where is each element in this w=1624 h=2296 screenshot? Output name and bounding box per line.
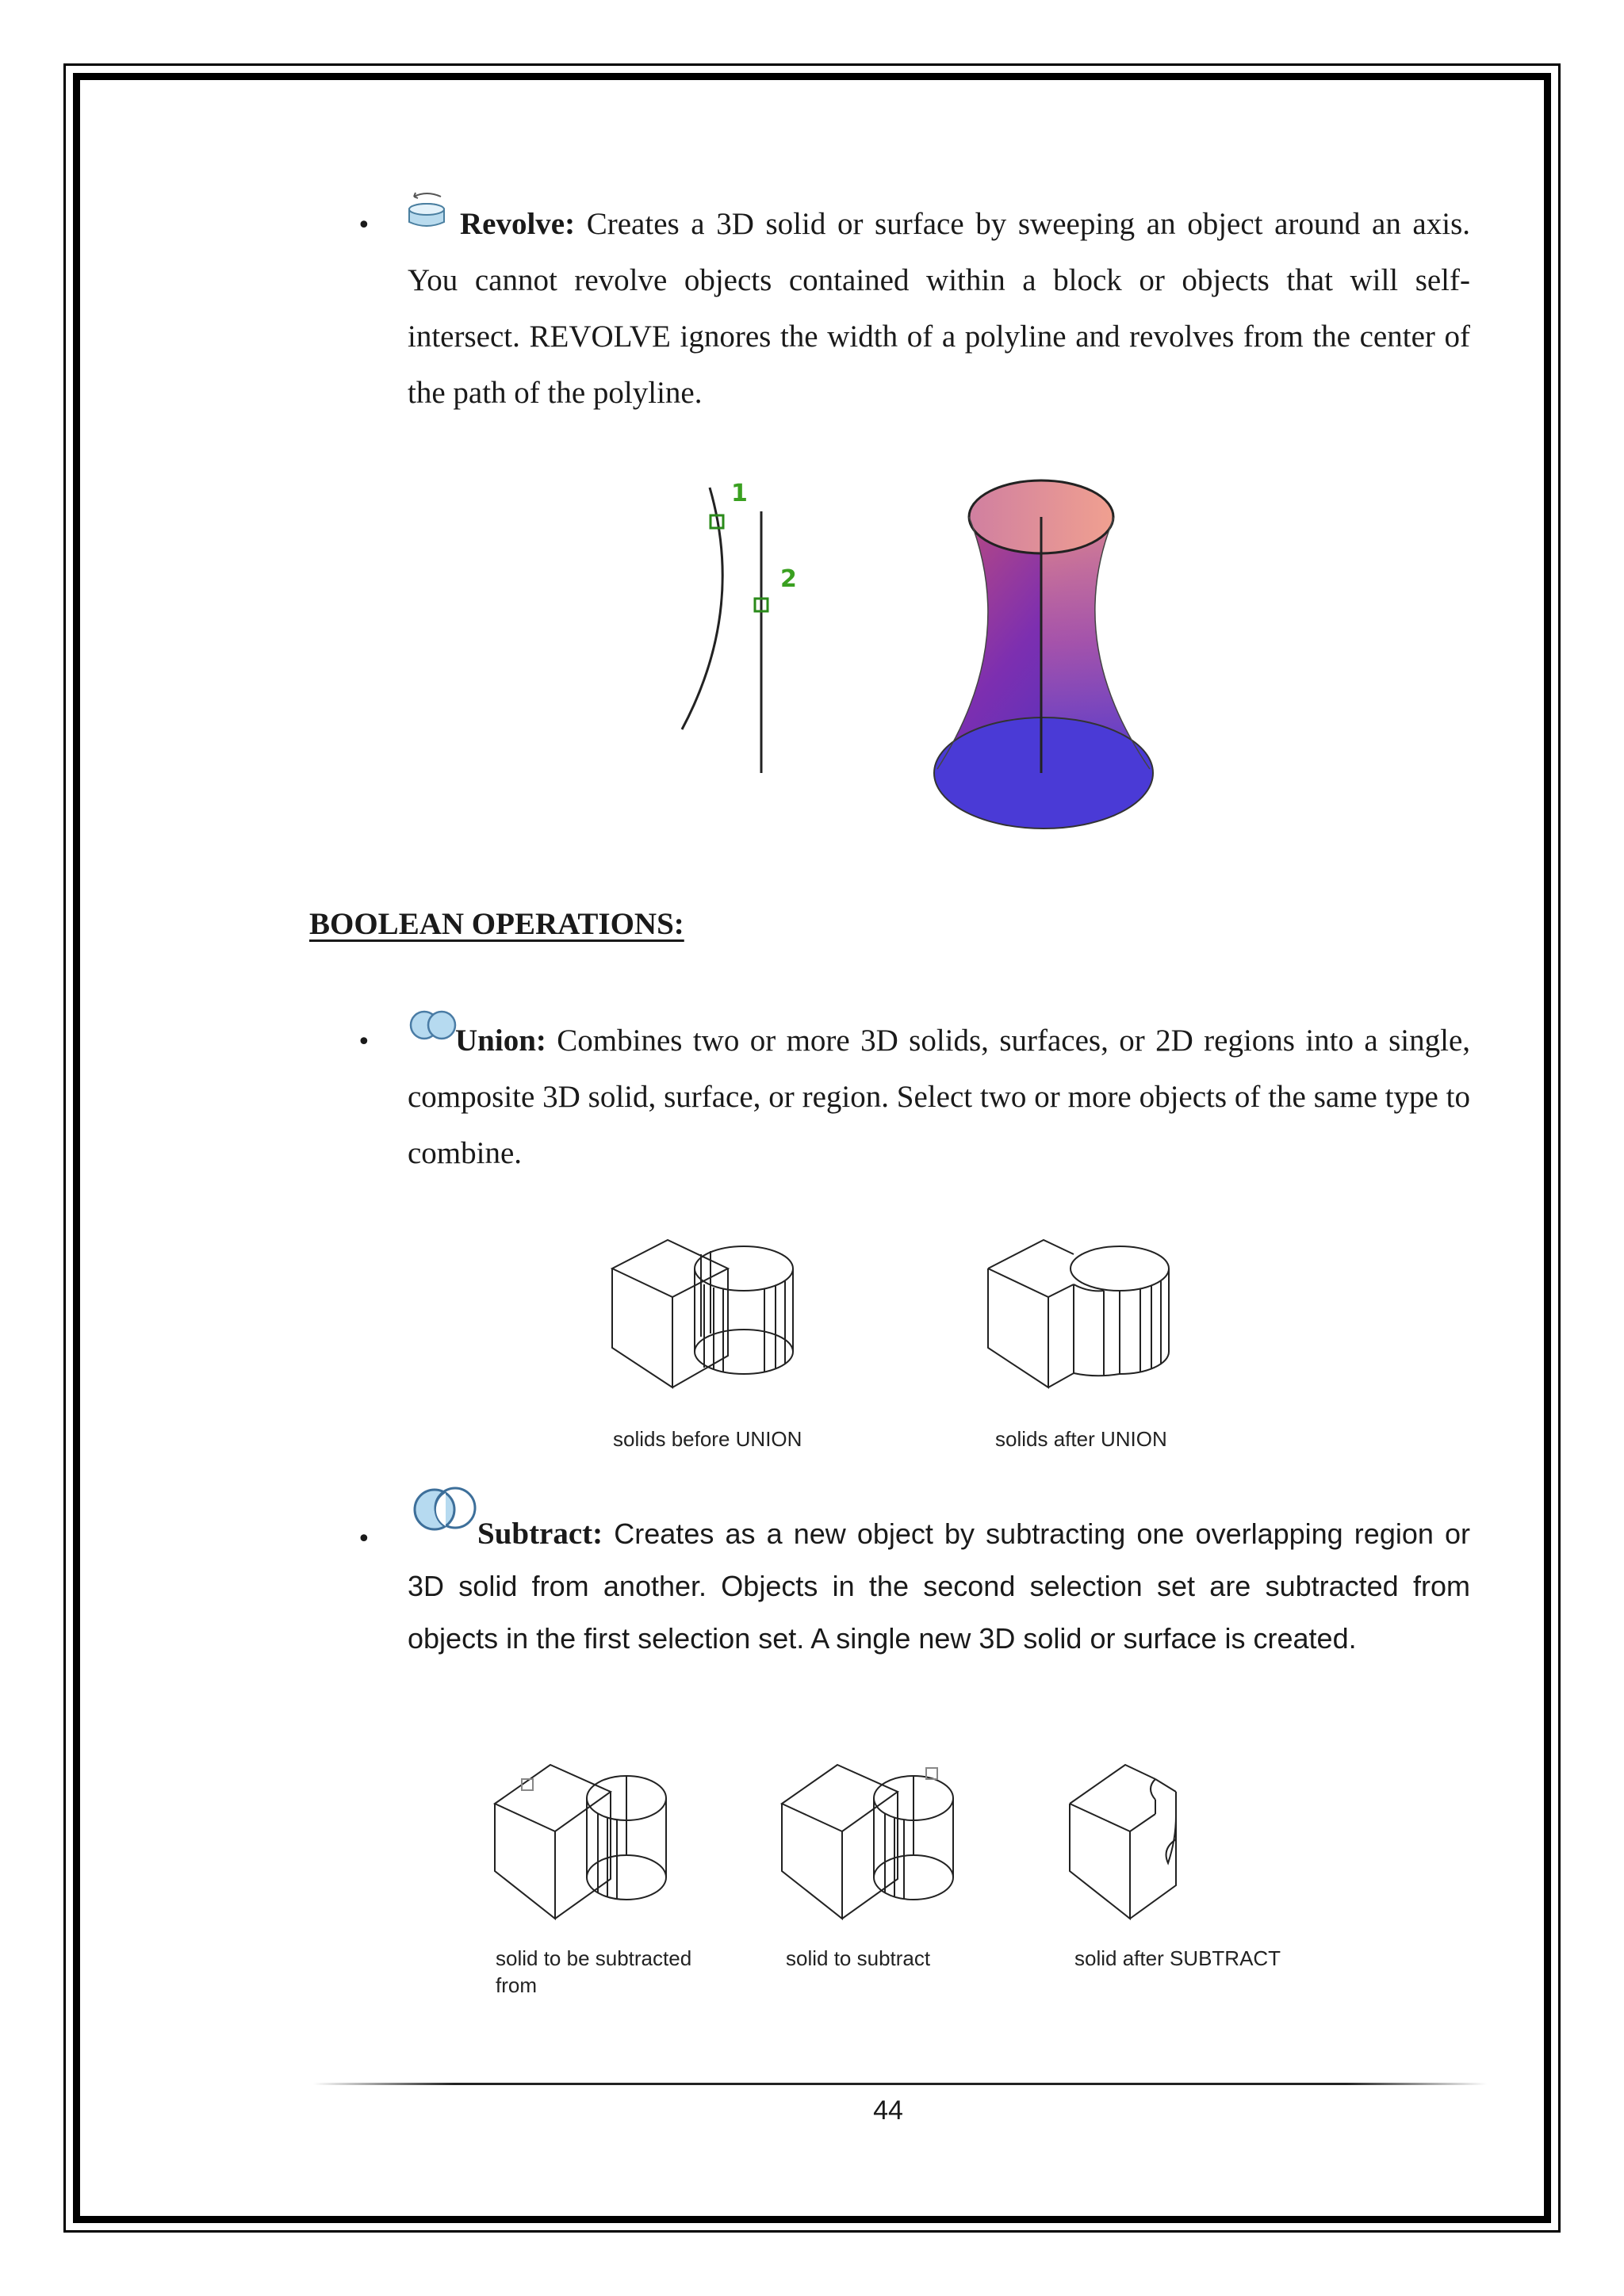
subtract-term: Subtract: <box>477 1517 603 1551</box>
revolve-term: Revolve: <box>460 207 576 241</box>
bullet: • <box>357 1525 371 1553</box>
subtract-text: Creates as a new object by subtracting one overlapping region or 3D solid from another. Objects in the second selection set are subtracted from objects in the first selection set. A single new 3D solid or surface is created. <box>408 1517 1470 1655</box>
revolve-text: Creates a 3D solid or surface by sweeping an object around an axis. You cannot revolve objects contained within a block or objects that will self-intersect. REVOLVE ignores the width of a polyline and revolves from the center of the path of the polyline. <box>408 207 1471 410</box>
union-figure-after <box>985 1237 1175 1395</box>
caption-text: solid to be subtracted from <box>496 1946 692 1997</box>
revolve-figure <box>658 468 1174 848</box>
caption-solid-to-subtract: solid to subtract <box>786 1946 931 1970</box>
union-figure-before <box>609 1237 799 1395</box>
subtract-figure-3 <box>1067 1760 1193 1919</box>
subtract-figure-1 <box>492 1760 682 1919</box>
caption-solid-to-be-subtracted-from <box>496 1945 718 1999</box>
boolean-operations-heading: BOOLEAN OPERATIONS: <box>309 907 684 941</box>
caption-solids-after-union: solids after UNION <box>995 1427 1167 1451</box>
caption-solids-before-union: solids before UNION <box>613 1427 802 1451</box>
footer-divider <box>313 2083 1487 2085</box>
page-number: 44 <box>873 2095 903 2126</box>
subtract-figure-2 <box>779 1760 969 1919</box>
subtract-paragraph <box>408 1508 1470 1665</box>
grip-label-1: 1 <box>731 480 748 507</box>
union-paragraph <box>408 1012 1470 1181</box>
bullet: • <box>357 212 371 239</box>
bullet: • <box>357 1028 371 1056</box>
union-term: Union: <box>455 1024 546 1058</box>
grip-label-2: 2 <box>780 565 797 593</box>
revolve-paragraph <box>408 196 1470 421</box>
union-text: Combines two or more 3D solids, surfaces, or 2D regions into a single, composite 3D solid, surface, or region. Select two or more objects of the same type to combine. <box>408 1024 1471 1170</box>
caption-solid-after-subtract: solid after SUBTRACT <box>1074 1946 1281 1970</box>
